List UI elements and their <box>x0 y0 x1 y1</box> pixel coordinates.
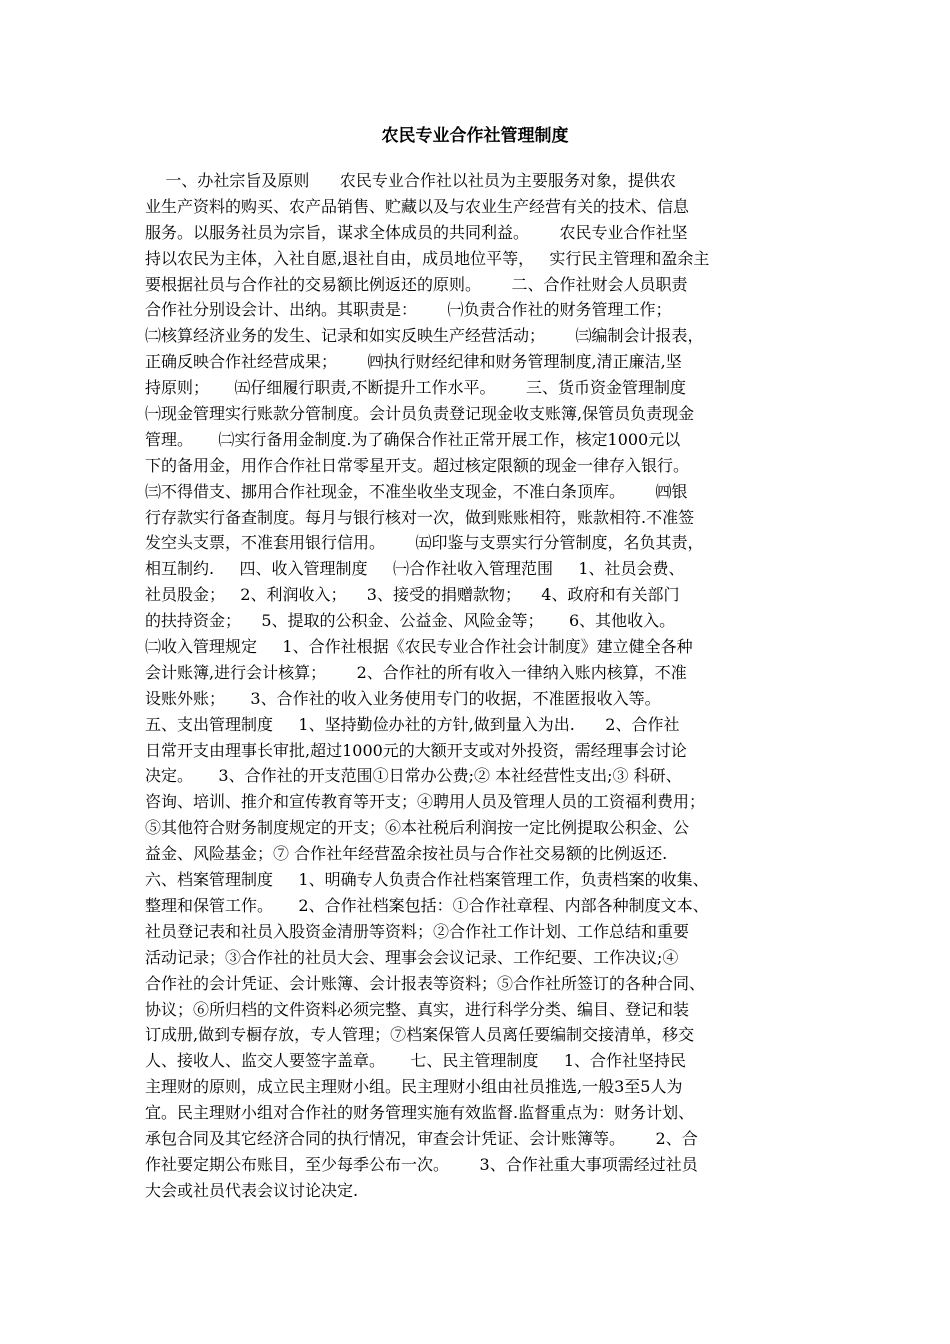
body-line: 会计账簿,进行会计核算； 2、合作社的所有收入一律纳入账内核算，不准 <box>145 662 687 682</box>
body-line: 益金、风险基金；⑦ 合作社年经营盈余按社员与合作社交易额的比例返还. <box>145 844 668 864</box>
body-line: 主理财的原则，成立民主理财小组。民主理财小组由社员推选,一般3至5人为 <box>145 1077 683 1097</box>
body-line: ㈠现金管理实行账款分管制度。会计员负责登记现金收支账簿,保管员负责现金 <box>145 404 695 424</box>
body-line: 合作社的会计凭证、会计账簿、会计报表等资料；⑤合作社所签订的各种合同、 <box>145 973 706 993</box>
body-line: 活动记录；③合作社的社员大会、理事会会议记录、工作纪要、工作决议;④ <box>145 947 679 967</box>
body-line: 一、办社宗旨及原则 农民专业合作社以社员为主要服务对象，提供农 <box>145 171 676 190</box>
body-line: 正确反映合作社经营成果； ㈣执行财经纪律和财务管理制度,清正廉洁,坚 <box>145 352 682 372</box>
body-line: 的扶持资金； 5、提取的公积金、公益金、风险金等； 6、其他收入。 <box>145 611 676 631</box>
body-line: 五、支出管理制度 1、坚持勤俭办社的方针,做到量入为出. 2、合作社 <box>145 714 680 734</box>
body-line: 相互制约. 四、收入管理制度 ㈠合作社收入管理范围 1、社员会费、 <box>145 559 685 579</box>
document-title: 农民专业合作社管理制度 <box>381 126 569 146</box>
body-line: 宜。民主理财小组对合作社的财务管理实施有效监督.监督重点为：财务计划、 <box>145 1103 695 1123</box>
body-line: 大会或社员代表会议讨论决定. <box>145 1180 359 1200</box>
body-line: ㈡核算经济业务的发生、记录和如实反映生产经营活动； ㈢编制会计报表， <box>145 326 704 346</box>
body-line: ⑤其他符合财务制度规定的开支；⑥本社税后利润按一定比例提取公积金、公 <box>145 818 690 838</box>
body-line: 持以农民为主体，入社自愿,退社自由，成员地位平等， 实行民主管理和盈余主 <box>145 248 710 268</box>
body-line: 承包合同及其它经济合同的执行情况，审查会计凭证、会计账簿等。 2、合 <box>145 1128 698 1148</box>
body-line: 咨询、培训、推介和宣传教育等开支；④聘用人员及管理人员的工资福利费用； <box>145 792 706 812</box>
body-line: 日常开支由理事长审批,超过1000元的大额开支或对外投资，需经理事会讨论 <box>145 740 687 760</box>
body-line: 订成册,做到专橱存放，专人管理；⑦档案保管人员离任要编制交接清单，移交 <box>145 1025 695 1045</box>
body-line: ㈢不得借支、挪用合作社现金，不准坐收坐支现金，不准白条顶库。 ㈣银 <box>145 481 688 501</box>
body-line: 业生产资料的购买、农产品销售、贮藏以及与农业生产经营有关的技术、信息 <box>145 196 690 216</box>
body-line: 社员股金； 2、利润收入； 3、接受的捐赠款物； 4、政府和有关部门 <box>145 585 680 605</box>
body-line: 六、档案管理制度 1、明确专人负责合作社档案管理工作，负责档案的收集、 <box>145 870 709 890</box>
body-line: 下的备用金，用作合作社日常零星开支。超过核定限额的现金一律存入银行。 <box>145 455 690 475</box>
body-line: 行存款实行备查制度。每月与银行核对一次，做到账账相符，账款相符.不准签 <box>145 507 695 527</box>
body-line: 整理和保管工作。 2、合作社档案包括：①合作社章程、内部各种制度文本、 <box>145 895 709 915</box>
body-line: 要根据社员与合作社的交易额比例返还的原则。 二、合作社财会人员职责 <box>145 274 688 294</box>
body-line: 决定。 3、合作社的开支范围①日常办公费;② 本社经营性支出;③ 科研、 <box>145 766 682 786</box>
body-line: 发空头支票，不准套用银行信用。 ㈤印鉴与支票实行分管制度，名负其责， <box>145 533 704 553</box>
body-line: 管理。 ㈡实行备用金制度.为了确保合作社正常开展工作，核定1000元以 <box>145 429 681 449</box>
body-line: 作社要定期公布账目，至少每季公布一次。 3、合作社重大事项需经过社员 <box>145 1154 698 1174</box>
body-line: 协议；⑥所归档的文件资料必须完整、真实，进行科学分类、编目、登记和装 <box>145 999 690 1019</box>
document-body <box>145 168 815 1204</box>
body-line: ㈡收入管理规定 1、合作社根据《农民专业合作社会计制度》建立健全各种 <box>145 637 693 657</box>
body-line: 服务。以服务社员为宗旨，谋求全体成员的共同利益。 农民专业合作社坚 <box>145 222 688 242</box>
body-line: 合作社分别设会计、出纳。其职责是： ㈠负责合作社的财务管理工作； <box>145 300 672 320</box>
body-line: 社员登记表和社员入股资金清册等资料；②合作社工作计划、工作总结和重要 <box>145 921 690 941</box>
body-line: 设账外账； 3、合作社的收入业务使用专门的收据，不准匿报收入等。 <box>145 688 661 708</box>
body-line: 持原则； ㈤仔细履行职责,不断提升工作水平。 三、货币资金管理制度 <box>145 378 687 398</box>
body-line: 人、接收人、监交人要签字盖章。 七、民主管理制度 1、合作社坚持民 <box>145 1051 687 1071</box>
